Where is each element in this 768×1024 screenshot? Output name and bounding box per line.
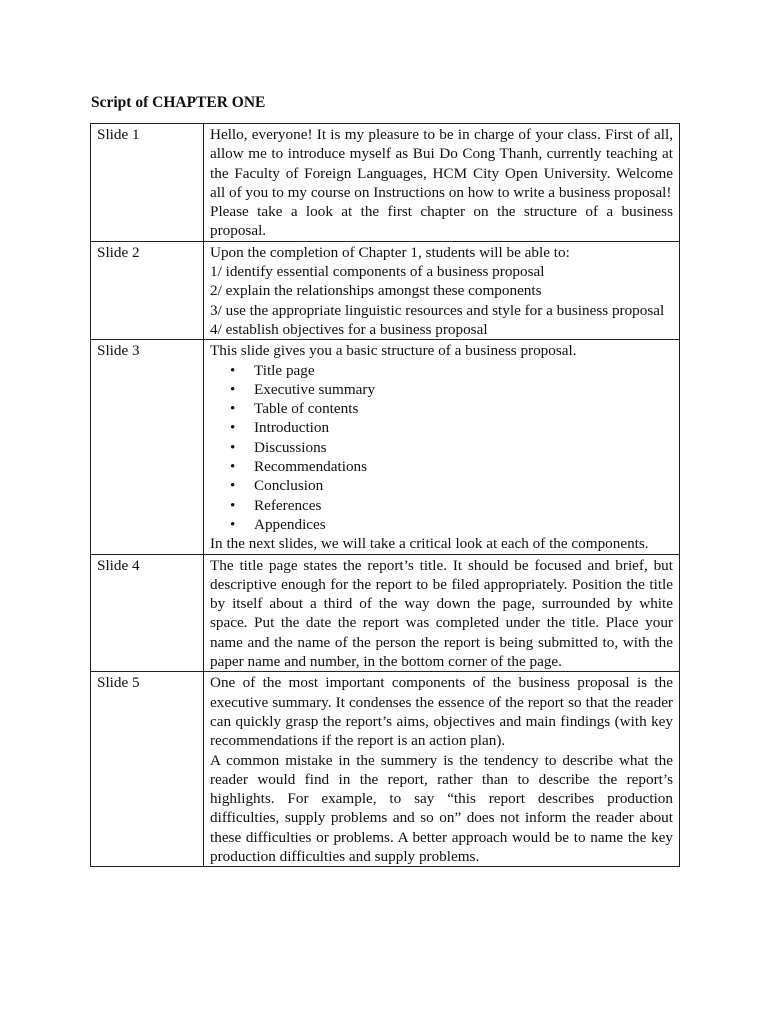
list-item (230, 515, 673, 534)
bullet-icon: • (230, 361, 236, 379)
list-item-label: Executive summary (254, 380, 376, 398)
bullet-icon: • (230, 477, 236, 495)
list-item-label: Appendices (254, 515, 326, 533)
slide-label: Slide 2 (91, 241, 204, 339)
script-paragraph: This slide gives you a basic structure of a business proposal. (210, 342, 577, 360)
list-item (230, 380, 673, 399)
script-cell (204, 124, 680, 242)
table-row (91, 672, 680, 867)
script-table (90, 123, 680, 867)
slide-label: Slide 4 (91, 554, 204, 672)
slide-label: Slide 5 (91, 672, 204, 867)
script-cell (204, 241, 680, 339)
table-row (91, 124, 680, 242)
bullet-icon: • (230, 438, 236, 456)
list-item-label: Title page (254, 361, 315, 379)
script-cell (204, 672, 680, 867)
script-paragraph: Please take a look at the first chapter on the structure of a business proposal. (210, 203, 673, 240)
list-item-label: Recommendations (254, 458, 368, 476)
list-item (230, 438, 673, 457)
objective-item: 2/ explain the relationships amongst these components (210, 282, 542, 300)
slide-label: Slide 3 (91, 340, 204, 554)
script-paragraph: The title page states the report’s title. It should be focused and brief, but descriptive enough for the report to be filed appropriately. Position the title by itself about a third of the way down the page, surrounded by white space. Put the date the report was completed under the title. Place your name and the name of the person the report is being submitted to, with the paper name and number, in the bottom corner of the page. (210, 556, 673, 671)
script-paragraph: Hello, everyone! It is my pleasure to be in charge of your class. First of all, allow me to introduce myself as Bui Do Cong Thanh, currently teaching at the Faculty of Foreign Languages, HCM City Open University. Welcome all of you to my course on Instructions on how to write a business proposal! (210, 126, 673, 201)
list-item-label: References (254, 496, 322, 514)
script-paragraph: Upon the completion of Chapter 1, students will be able to: (210, 243, 570, 261)
list-item (230, 496, 673, 515)
structure-list (210, 361, 673, 535)
script-paragraph: One of the most important components of the business proposal is the executive summary. It condenses the essence of the report so that the reader can quickly grasp the report’s aims, objectives and main findings (with key recommendations if the report is an action plan). (210, 674, 673, 750)
table-row (91, 554, 680, 672)
list-item-label: Discussions (254, 438, 327, 456)
script-paragraph: A common mistake in the summery is the tendency to describe what the reader would find in the report, rather than to describe the report’s highlights. For example, to say “this report describes production difficulties, supply problems and so on” does not inform the reader about these difficulties or problems. A better approach would be to name the key production difficulties and supply problems. (210, 751, 673, 865)
objective-item: 1/ identify essential components of a business proposal (210, 263, 545, 281)
list-item-label: Introduction (254, 419, 330, 437)
objective-item: 4/ establish objectives for a business proposal (210, 320, 488, 338)
script-cell (204, 340, 680, 554)
list-item (230, 361, 673, 380)
page-title: Script of CHAPTER ONE (91, 94, 266, 111)
script-paragraph: In the next slides, we will take a critical look at each of the components. (210, 535, 649, 553)
list-item (230, 418, 673, 437)
list-item (230, 399, 673, 418)
list-item (230, 457, 673, 476)
bullet-icon: • (230, 496, 236, 514)
bullet-icon: • (230, 400, 236, 418)
bullet-icon: • (230, 380, 236, 398)
list-item (230, 476, 673, 495)
bullet-icon: • (230, 419, 236, 437)
table-row (91, 241, 680, 339)
slide-label: Slide 1 (91, 124, 204, 242)
list-item-label: Table of contents (254, 400, 359, 418)
list-item-label: Conclusion (254, 477, 324, 495)
script-cell (204, 554, 680, 672)
objective-item: 3/ use the appropriate linguistic resources and style for a business proposal (210, 301, 665, 319)
bullet-icon: • (230, 515, 236, 533)
table-row (91, 340, 680, 554)
bullet-icon: • (230, 458, 236, 476)
